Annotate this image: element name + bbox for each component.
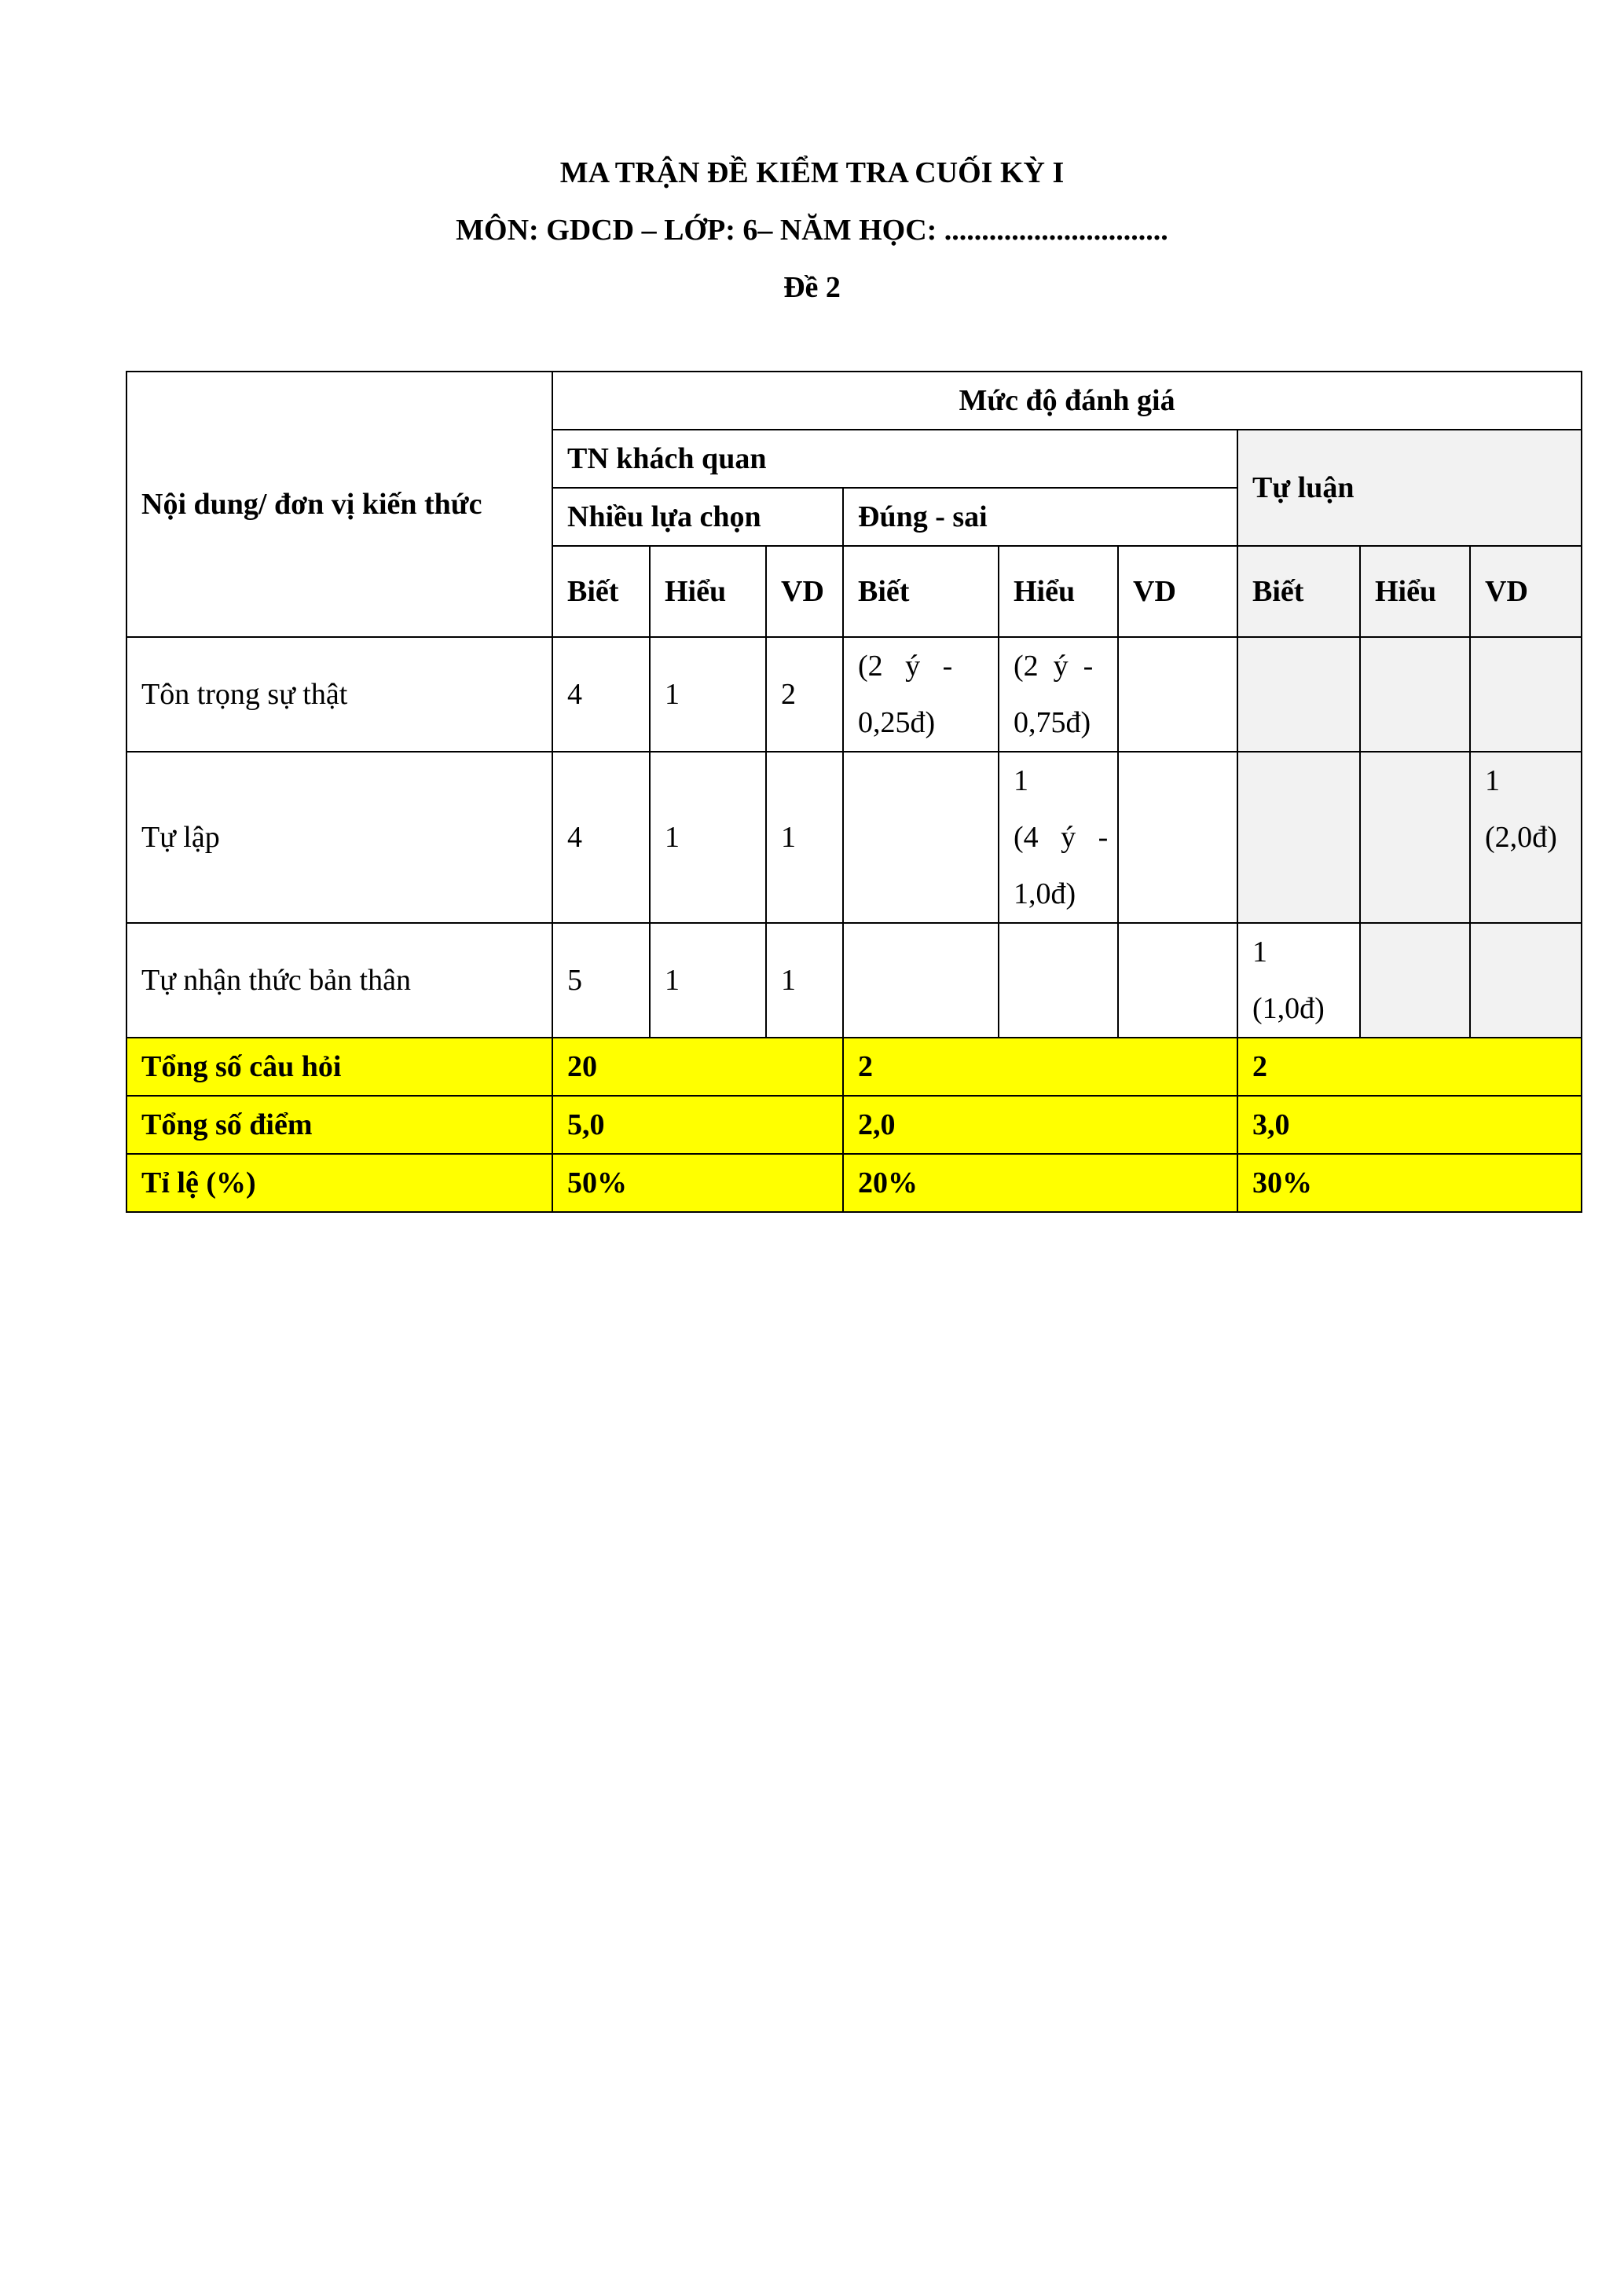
mc-vd-cell: 2 [766, 637, 843, 752]
mc-hieu-cell: 1 [650, 923, 766, 1038]
total-points-row [126, 1096, 1582, 1154]
total-label: Tổng số điểm [126, 1096, 552, 1154]
level-header: Mức độ đánh giá [552, 372, 1582, 430]
table-row [126, 752, 1582, 923]
mc-hieu-cell: 1 [650, 752, 766, 923]
total-tl: 30% [1237, 1154, 1582, 1212]
topic-cell: Tôn trọng sự thật [126, 637, 552, 752]
total-ds: 20% [843, 1154, 1237, 1212]
cell-line: (4 ý - [1014, 821, 1109, 854]
tl-biet-cell [1237, 923, 1360, 1038]
topic-cell: Tự nhận thức bản thân [126, 923, 552, 1038]
mc-vd-cell: 1 [766, 752, 843, 923]
cell-line: 1 [1485, 764, 1500, 797]
ds-vd-cell [1118, 752, 1237, 923]
total-ds: 2 [843, 1038, 1237, 1096]
level-mc-hieu: Hiểu [650, 546, 766, 637]
total-ds: 2,0 [843, 1096, 1237, 1154]
document-subtitle: MÔN: GDCD – LỚP: 6– NĂM HỌC: .............................. [456, 214, 1168, 247]
level-ds-biet: Biết [843, 546, 999, 637]
cell-line: (2 ý - [858, 650, 953, 683]
level-ds-vd: VD [1118, 546, 1237, 637]
total-tl: 2 [1237, 1038, 1582, 1096]
mc-hieu-cell: 1 [650, 637, 766, 752]
ds-hieu-cell [999, 637, 1118, 752]
ds-hieu-cell [999, 923, 1118, 1038]
level-ds-hieu: Hiểu [999, 546, 1118, 637]
cell-line: (1,0đ) [1252, 992, 1325, 1025]
tl-biet-cell [1237, 752, 1360, 923]
ds-biet-cell [843, 752, 999, 923]
total-tl: 3,0 [1237, 1096, 1582, 1154]
cell-line: (2 ý - [1014, 650, 1094, 683]
exam-number: Đề 2 [783, 271, 841, 304]
cell-line: 0,75đ) [1014, 706, 1091, 739]
table-row [126, 637, 1582, 752]
tl-header: Tự luận [1237, 430, 1582, 546]
ds-biet-cell [843, 637, 999, 752]
ds-header: Đúng - sai [843, 488, 1237, 546]
mc-biet-cell: 5 [552, 923, 650, 1038]
level-tl-biet: Biết [1237, 546, 1360, 637]
level-tl-vd: VD [1470, 546, 1582, 637]
mc-vd-cell: 1 [766, 923, 843, 1038]
tl-vd-cell [1470, 752, 1582, 923]
level-mc-vd: VD [766, 546, 843, 637]
cell-line: 1 [1252, 936, 1267, 969]
ratio-row [126, 1154, 1582, 1212]
cell-line: (2,0đ) [1485, 821, 1557, 854]
cell-line: 1,0đ) [1014, 877, 1076, 910]
level-tl-hieu: Hiểu [1360, 546, 1470, 637]
document-title: MA TRẬN ĐỀ KIỂM TRA CUỐI KỲ I [559, 156, 1065, 189]
total-tn: 20 [552, 1038, 843, 1096]
content-column-header: Nội dung/ đơn vị kiến thức [126, 372, 552, 637]
total-label: Tỉ lệ (%) [126, 1154, 552, 1212]
assessment-matrix-table [126, 371, 1582, 1213]
tl-hieu-cell [1360, 637, 1470, 752]
total-tn: 50% [552, 1154, 843, 1212]
tl-vd-cell [1470, 923, 1582, 1038]
header-row-1 [126, 372, 1582, 430]
tl-hieu-cell [1360, 923, 1470, 1038]
ds-hieu-cell [999, 752, 1118, 923]
mc-biet-cell: 4 [552, 752, 650, 923]
tl-hieu-cell [1360, 752, 1470, 923]
total-label: Tổng số câu hỏi [126, 1038, 552, 1096]
mc-header: Nhiều lựa chọn [552, 488, 843, 546]
topic-cell: Tự lập [126, 752, 552, 923]
table-row [126, 923, 1582, 1038]
cell-line: 1 [1014, 764, 1028, 797]
ds-vd-cell [1118, 637, 1237, 752]
ds-vd-cell [1118, 923, 1237, 1038]
tl-biet-cell [1237, 637, 1360, 752]
tl-vd-cell [1470, 637, 1582, 752]
total-questions-row [126, 1038, 1582, 1096]
ds-biet-cell [843, 923, 999, 1038]
cell-line: 0,25đ) [858, 706, 936, 739]
total-tn: 5,0 [552, 1096, 843, 1154]
level-mc-biet: Biết [552, 546, 650, 637]
mc-biet-cell: 4 [552, 637, 650, 752]
tn-header: TN khách quan [552, 430, 1237, 488]
